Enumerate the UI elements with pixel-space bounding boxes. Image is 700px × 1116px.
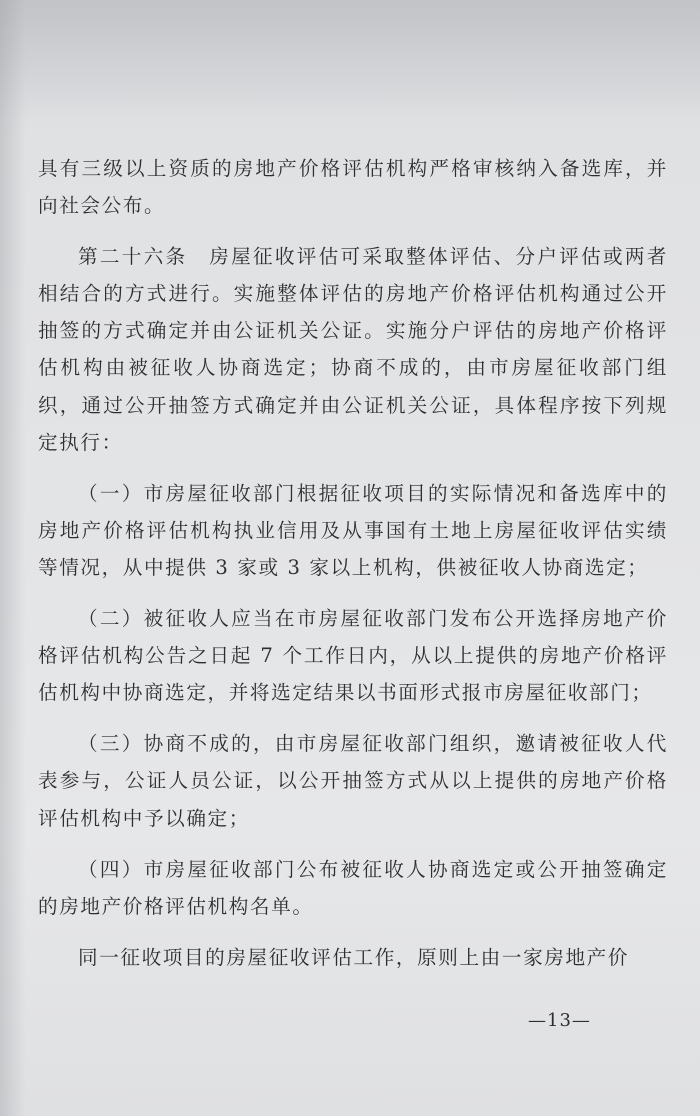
page-number: —13—	[528, 1010, 591, 1031]
paragraph-continued: 具有三级以上资质的房地产价格评估机构严格审核纳入备选库，并向社会公布。	[38, 157, 668, 218]
left-shadow	[0, 0, 26, 1116]
paragraph-article-26: 第二十六条 房屋征收评估可采取整体评估、分户评估或两者相结合的方式进行。实施整体评估的房地产价格评估机构通过公开抽签的方式确定并由公证机关公证。实施分户评估的房地产价格评估机构由被征收人协商选定；协商不成的，由市房屋征收部门组织，通过公开抽签方式确定并由公证机关公证，具体程序按下列规定执行：	[38, 245, 668, 454]
document-body	[38, 150, 668, 976]
paragraph-item-1: （一）市房屋征收部门根据征收项目的实际情况和备选库中的房地产价格评估机构执业信用及从事国有土地上房屋征收评估实绩等情况，从中提供 3 家或 3 家以上机构，供被征收人协商选定；	[38, 481, 668, 579]
paragraph-item-3: （三）协商不成的，由市房屋征收部门组织，邀请被征收人代表参与，公证人员公证，以公开抽签方式从以上提供的房地产价格评估机构中予以确定；	[38, 732, 668, 830]
paragraph-item-2: （二）被征收人应当在市房屋征收部门发布公开选择房地产价格评估机构公告之日起 7 个工作日内，从以上提供的房地产价格评估机构中协商选定，并将选定结果以书面形式报市房屋征收部门；	[38, 607, 668, 705]
paragraph-item-4: （四）市房屋征收部门公布被征收人协商选定或公开抽签确定的房地产价格评估机构名单。	[38, 857, 668, 918]
top-shadow	[0, 0, 700, 120]
paragraph-final: 同一征收项目的房屋征收评估工作，原则上由一家房地产价	[78, 945, 630, 969]
